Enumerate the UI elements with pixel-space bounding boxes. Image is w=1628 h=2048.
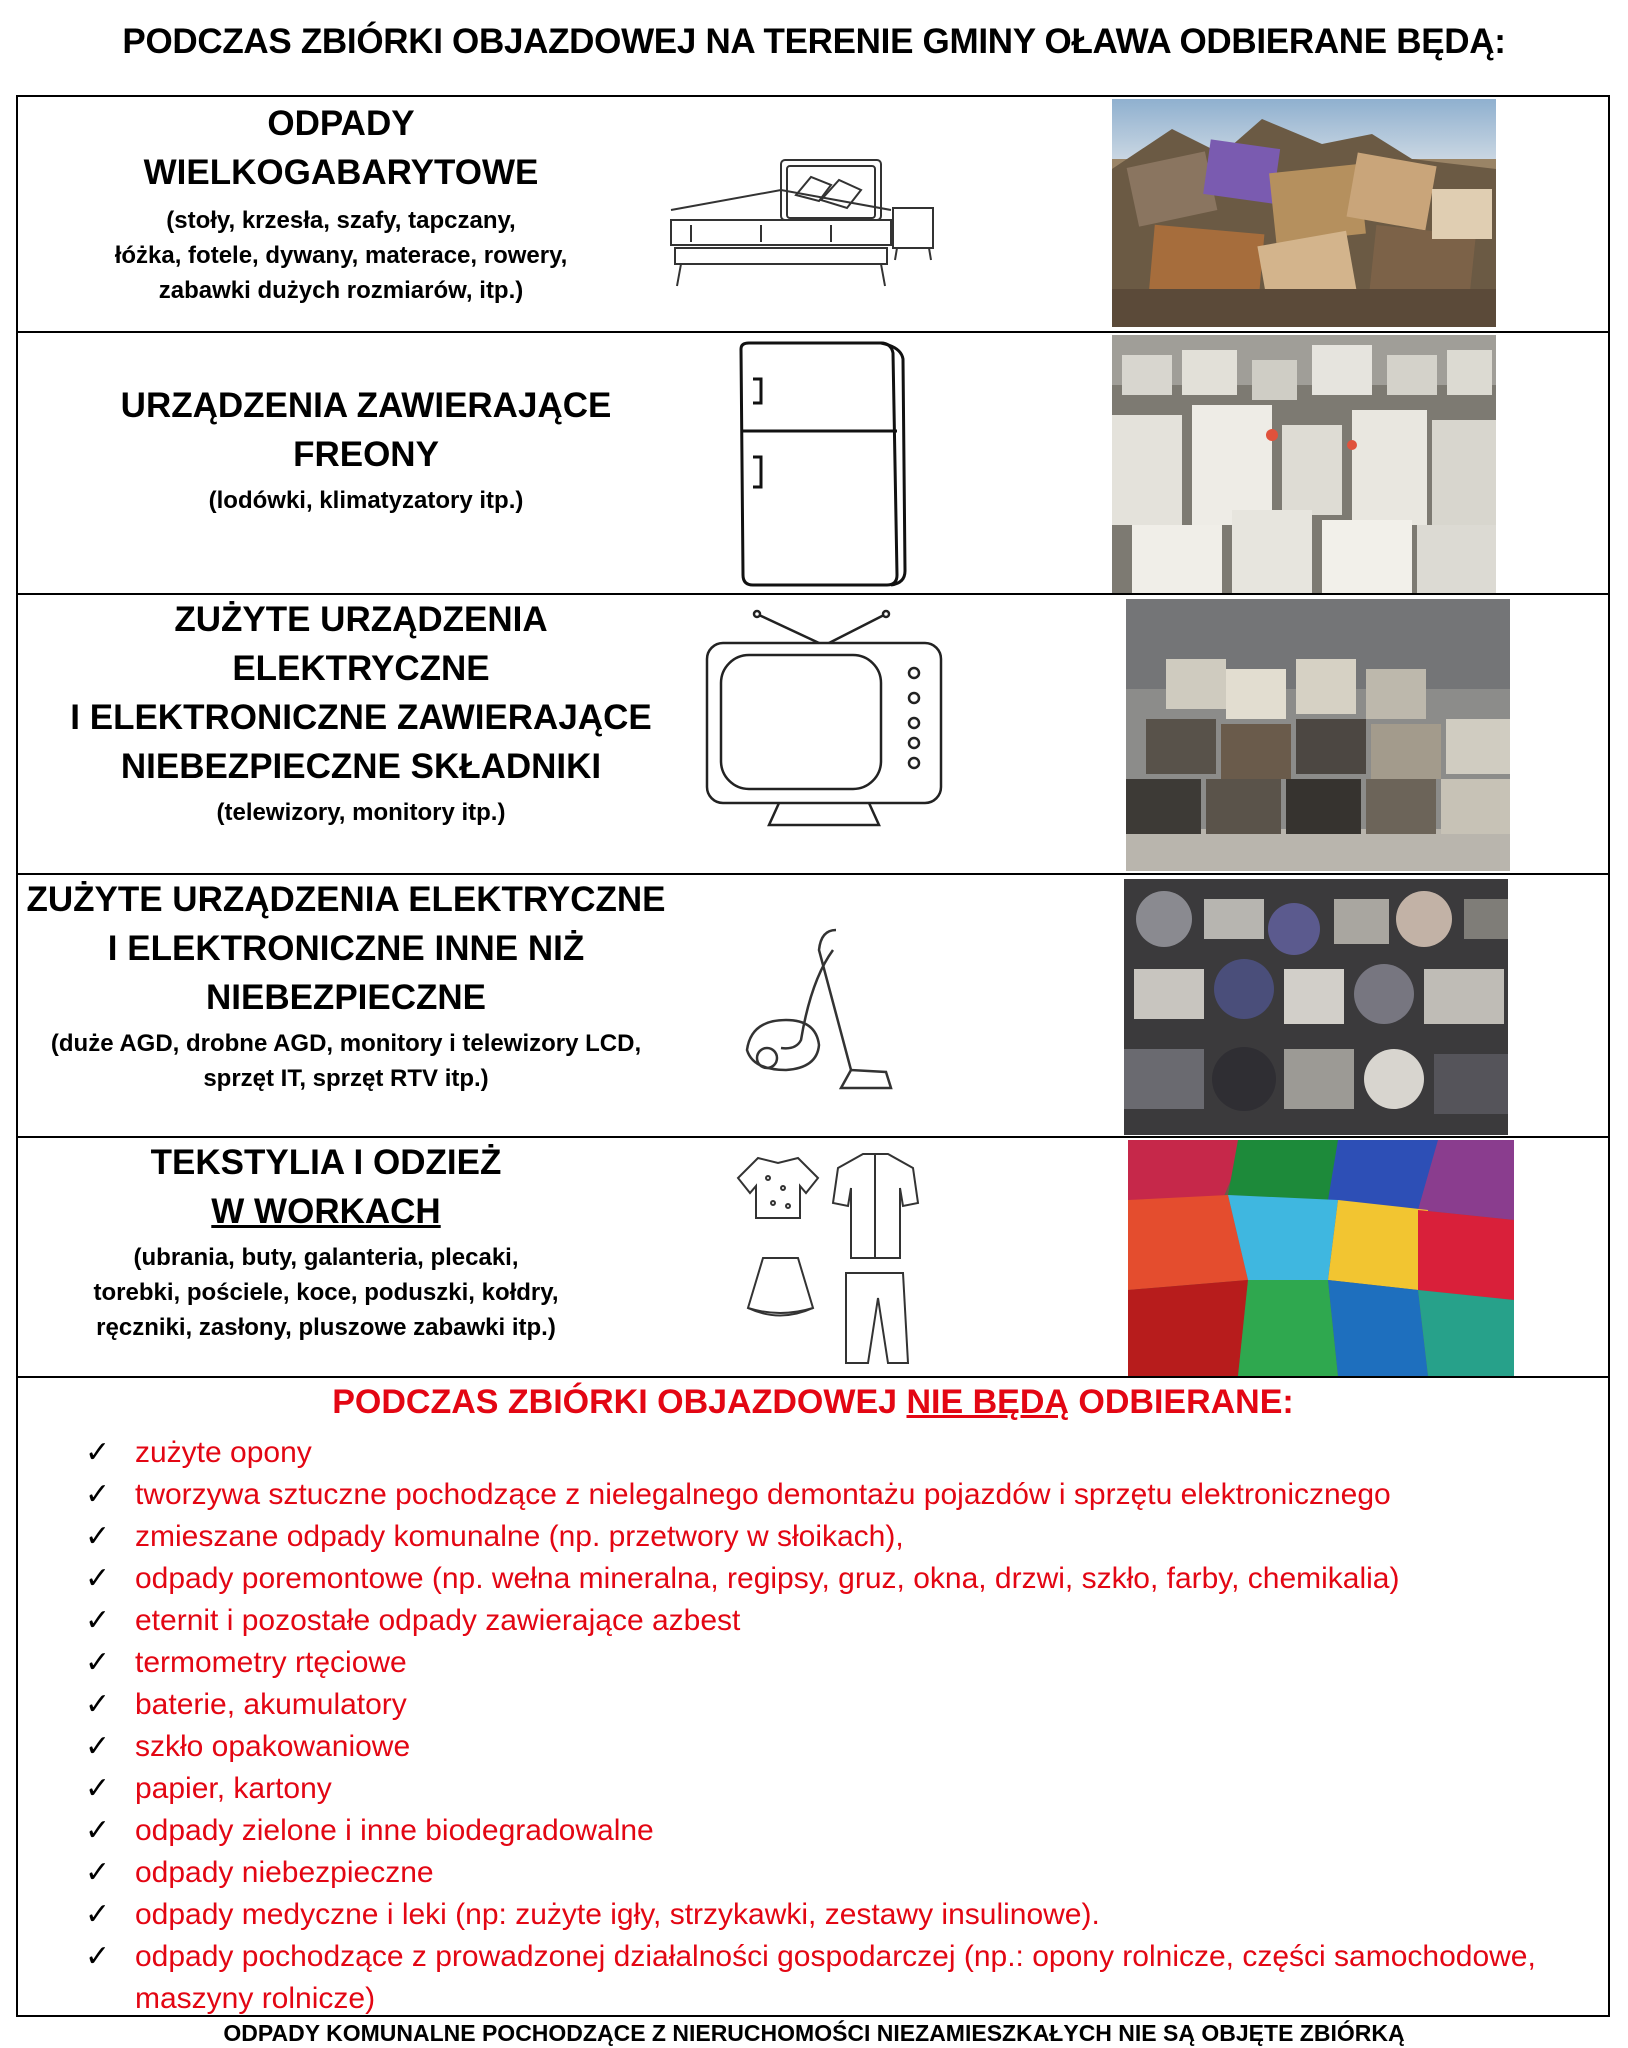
category-row-hazardous-electronics <box>16 595 1610 875</box>
category-heading: TEKSTYLIA I ODZIEŻ W WORKACH <box>150 1143 502 1231</box>
tv-icon <box>699 603 949 833</box>
check-icon: ✓ <box>85 1814 111 1847</box>
category-heading: ODPADY WIELKOGABARYTOWE <box>143 104 539 192</box>
list-item: ✓ odpady zielone i inne biodegradowalne <box>85 1810 1605 1852</box>
check-icon: ✓ <box>85 1772 111 1805</box>
bulky-waste-photo <box>1112 99 1496 327</box>
check-icon: ✓ <box>85 1688 111 1721</box>
clothes-icon <box>728 1148 928 1370</box>
category-heading: URZĄDZENIA ZAWIERAJĄCE FREONY <box>120 386 612 474</box>
list-item: ✓ zużyte opony <box>85 1432 1605 1474</box>
list-item: ✓ eternit i pozostałe odpady zawierające azbest <box>85 1600 1605 1642</box>
list-item: ✓ odpady medyczne i leki (np: zużyte igły, strzykawki, zestawy insulinowe). <box>85 1894 1605 1936</box>
freon-appliances-photo <box>1112 335 1496 593</box>
check-icon: ✓ <box>85 1436 111 1469</box>
category-heading: ZUŻYTE URZĄDZENIA ELEKTRYCZNE I ELEKTRONICZNE INNE NIŻ NIEBEZPIECZNE <box>26 880 666 1017</box>
not-collected-list <box>85 1432 1605 2020</box>
other-electronics-photo <box>1124 879 1508 1135</box>
category-row-bulky <box>16 95 1610 333</box>
list-item: ✓ odpady niebezpieczne <box>85 1852 1605 1894</box>
footer-note: ODPADY KOMUNALNE POCHODZĄCE Z NIERUCHOMOŚCI NIEZAMIESZKAŁYCH NIE SĄ OBJĘTE ZBIÓRKĄ <box>223 2020 1405 2046</box>
category-description: (ubrania, buty, galanteria, plecaki, torebki, pościele, koce, poduszki, kołdry, ręczniki, zasłony, pluszowe zabawki itp.) <box>93 1244 559 1341</box>
check-icon: ✓ <box>85 1646 111 1679</box>
category-heading: ZUŻYTE URZĄDZENIA ELEKTRYCZNE I ELEKTRONICZNE ZAWIERAJĄCE NIEBEZPIECZNE SKŁADNIKI <box>70 600 652 786</box>
check-icon: ✓ <box>85 1520 111 1553</box>
list-item: ✓ papier, kartony <box>85 1768 1605 1810</box>
category-row-other-electronics <box>16 875 1610 1138</box>
list-item: ✓ tworzywa sztuczne pochodzące z nielegalnego demontażu pojazdów i sprzętu elektronicznego <box>85 1474 1605 1516</box>
check-icon: ✓ <box>85 1730 111 1763</box>
list-item: ✓ zmieszane odpady komunalne (np. przetwory w słoikach), <box>85 1516 1605 1558</box>
check-icon: ✓ <box>85 1604 111 1637</box>
list-item: ✓ odpady poremontowe (np. wełna mineralna, regipsy, gruz, okna, drzwi, szkło, farby, chemikalia) <box>85 1558 1605 1600</box>
hazardous-electronics-photo <box>1126 599 1510 871</box>
check-icon: ✓ <box>85 1562 111 1595</box>
category-description: (telewizory, monitory itp.) <box>216 799 506 826</box>
list-item: ✓ odpady pochodzące z prowadzonej działalności gospodarczej (np.: opony rolnicze, części samochodowe, maszyny rolnicze) <box>85 1936 1605 2020</box>
check-icon: ✓ <box>85 1898 111 1931</box>
category-description: (duże AGD, drobne AGD, monitory i telewizory LCD, sprzęt IT, sprzęt RTV itp.) <box>50 1030 642 1092</box>
check-icon: ✓ <box>85 1856 111 1889</box>
bed-icon <box>661 150 941 290</box>
category-description: (stoły, krzesła, szafy, tapczany, łóżka, fotele, dywany, materace, rowery, zabawki dużych rozmiarów, itp.) <box>114 207 568 304</box>
list-item: ✓ baterie, akumulatory <box>85 1684 1605 1726</box>
list-item: ✓ szkło opakowaniowe <box>85 1726 1605 1768</box>
textiles-photo <box>1128 1140 1514 1376</box>
check-icon: ✓ <box>85 1940 111 1973</box>
not-collected-title: PODCZAS ZBIÓRKI OBJAZDOWEJ NIE BĘDĄ ODBIERANE: <box>332 1383 1294 1421</box>
list-item: ✓ termometry rtęciowe <box>85 1642 1605 1684</box>
category-row-freon <box>16 333 1610 595</box>
category-row-textiles <box>16 1138 1610 1378</box>
vacuum-cleaner-icon <box>741 920 921 1100</box>
category-description: (lodówki, klimatyzatory itp.) <box>208 487 524 514</box>
check-icon: ✓ <box>85 1478 111 1511</box>
page-title: PODCZAS ZBIÓRKI OBJAZDOWEJ NA TERENIE GMINY OŁAWA ODBIERANE BĘDĄ: <box>122 22 1506 61</box>
fridge-icon <box>731 339 911 589</box>
